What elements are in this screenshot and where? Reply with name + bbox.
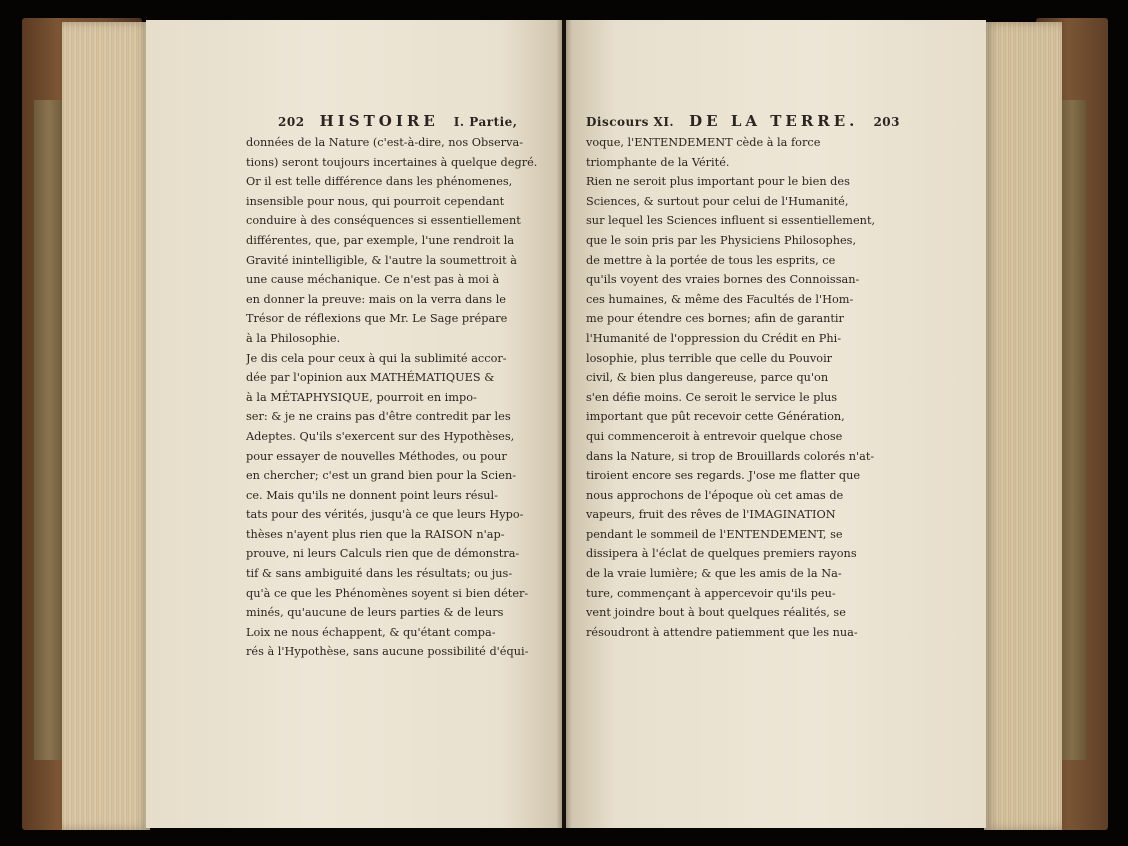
text-line: ce. Mais qu'ils ne donnent point leurs résul-	[246, 488, 498, 502]
text-line: données de la Nature (c'est-à-dire, nos Observa-	[246, 136, 524, 149]
left-running-part: I. Partie,	[453, 115, 518, 129]
right-page-body	[586, 133, 902, 642]
text-line: s'en défie moins. Ce seroit le service le plus	[586, 390, 838, 404]
text-line: Gravité inintelligible, & l'autre la soumettroit à	[246, 253, 517, 267]
text-line: ces humaines, & même des Facultés de l'Hom-	[586, 292, 854, 306]
text-line: dissipera à l'éclat de quelques premiers rayons	[586, 547, 857, 561]
text-line: pendant le sommeil de l'ENTENDEMENT, se	[586, 527, 843, 541]
text-line: Sciences, & surtout pour celui de l'Humanité,	[586, 194, 849, 208]
text-line: tif & sans ambiguité dans les résultats; ou jus-	[246, 567, 513, 581]
text-line: de la vraie lumière; & que les amis de la Na-	[586, 567, 842, 581]
text-line: dée par l'opinion aux MATHÉMATIQUES &	[246, 371, 495, 385]
text-line: ser: & je ne crains pas d'être contredit par les	[246, 410, 511, 424]
text-line: pour essayer de nouvelles Méthodes, ou pour	[246, 449, 507, 463]
text-line: une cause méchanique. Ce n'est pas à moi à	[246, 273, 500, 287]
text-line: tiroient encore ses regards. J'ose me flatter que	[586, 469, 861, 483]
text-line: à la MÉTAPHYSIQUE, pourroit en impo-	[246, 390, 477, 404]
text-line: dans la Nature, si trop de Brouillards colorés n'at-	[586, 449, 875, 463]
text-line: vapeurs, fruit des rêves de l'IMAGINATION	[586, 508, 836, 522]
text-line: Rien ne seroit plus important pour le bien des	[586, 175, 850, 189]
text-line: triomphante de la Vérité.	[586, 155, 730, 169]
text-line: losophie, plus terrible que celle du Pouvoir	[586, 351, 833, 365]
text-line: civil, & bien plus dangereuse, parce qu'on	[586, 371, 829, 385]
left-cover-inner	[34, 100, 64, 760]
text-line: résoudront à attendre patiemment que les nua-	[586, 625, 858, 639]
text-line: rés à l'Hypothèse, sans aucune possibilité d'équi-	[246, 645, 529, 659]
left-page-body	[246, 133, 558, 662]
right-cover-inner	[1058, 100, 1086, 760]
right-running-discours: Discours XI.	[586, 115, 675, 129]
left-page	[146, 20, 562, 828]
text-line: ture, commençant à appercevoir qu'ils peu-	[586, 586, 836, 600]
text-line: vent joindre bout à bout quelques réalités, se	[586, 606, 846, 620]
text-line: en donner la preuve: mais on la verra dans le	[246, 292, 506, 306]
book-gutter	[556, 20, 572, 828]
right-page	[566, 20, 986, 828]
text-line: insensible pour nous, qui pourroit cependant	[246, 194, 505, 208]
text-line: tats pour des vérités, jusqu'à ce que leurs Hypo-	[246, 508, 524, 522]
text-line: me pour étendre ces bornes; afin de garantir	[586, 312, 844, 326]
text-line: Trésor de réflexions que Mr. Le Sage prépare	[246, 312, 508, 326]
text-line: thèses n'ayent plus rien que la RAISON n'ap-	[246, 527, 505, 541]
text-line: en chercher; c'est un grand bien pour la Scien-	[246, 469, 517, 483]
text-line: prouve, ni leurs Calculs rien que de démonstra-	[246, 547, 520, 561]
text-line: qu'ils voyent des vraies bornes des Connoissan-	[586, 273, 860, 287]
text-line: qu'à ce que les Phénomènes soyent si bien déter-	[246, 586, 529, 600]
text-line: voque, l'ENTENDEMENT cède à la force	[586, 136, 821, 149]
text-line: différentes, que, par exemple, l'une rendroit la	[246, 233, 515, 247]
right-page-edges	[984, 22, 1062, 830]
text-line: nous approchons de l'époque où cet amas de	[586, 488, 844, 502]
text-line: à la Philosophie.	[246, 331, 341, 345]
text-line: Adeptes. Qu'ils s'exercent sur des Hypothèses,	[246, 429, 515, 443]
text-line: Je dis cela pour ceux à qui la sublimité accor-	[246, 351, 507, 365]
text-line: minés, qu'aucune de leurs parties & de leurs	[246, 606, 504, 620]
text-line: Loix ne nous échappent, & qu'étant compa-	[246, 625, 496, 639]
text-line: qui commenceroit à entrevoir quelque chose	[586, 429, 843, 443]
text-line: tions) seront toujours incertaines à quelque degré.	[246, 155, 538, 169]
right-page-header	[586, 112, 900, 130]
left-page-edges	[62, 22, 150, 830]
text-line: conduire à des conséquences si essentiellement	[246, 214, 521, 228]
left-page-number: 202	[278, 115, 305, 129]
text-line: que le soin pris par les Physiciens Philosophes,	[586, 233, 857, 247]
text-line: de mettre à la portée de tous les esprits, ce	[586, 253, 836, 267]
right-page-number: 203	[873, 115, 901, 129]
text-line: l'Humanité de l'oppression du Crédit en Phi-	[586, 331, 842, 345]
text-line: important que pût recevoir cette Génération,	[586, 410, 845, 424]
text-line: sur lequel les Sciences influent si essentiellement,	[586, 214, 876, 228]
left-running-title: HISTOIRE	[319, 112, 439, 130]
right-running-title: DE LA TERRE.	[689, 112, 859, 130]
left-page-header	[278, 112, 517, 130]
text-line: Or il est telle différence dans les phénomenes,	[246, 175, 513, 189]
